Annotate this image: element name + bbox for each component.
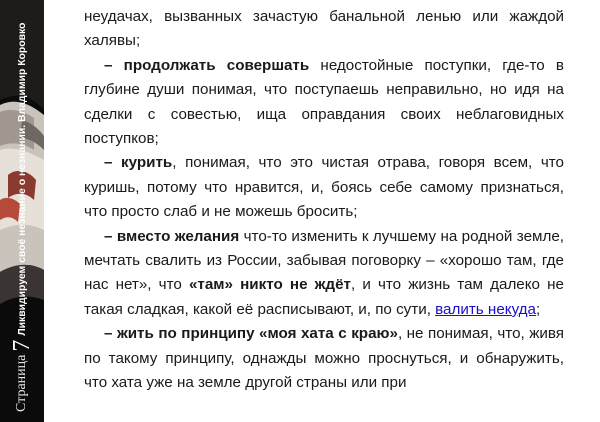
book-title: Ликвидируем своё незнание о незнании. Владимир Коровко <box>16 22 28 336</box>
item-emphasis: «там» никто не ждёт <box>188 276 351 294</box>
page-number: 7 <box>9 339 35 352</box>
page-label: Страница <box>14 354 29 412</box>
hyperlink-valit-nekuda[interactable]: валить некуда <box>435 300 536 318</box>
item-text: недостойные поступки, где-то в глубине души понимая, что поступаешь неправильно, но идя на сделки с совестью, ища оправдания своих неблаговидных поступков; <box>84 56 564 148</box>
item-heading: – продолжать совершать <box>104 56 310 74</box>
item-text: , не понимая, что, живя по такому принципу, однажды можно проснуться, и обнаружить, что хата уже на земле другой страны или при <box>84 325 565 392</box>
list-item-smoking <box>84 151 564 224</box>
list-item-continue-misdeeds <box>84 54 564 152</box>
paragraph-text: неудачах, вызванных зачастую банальной ленью или жаждой халявы; <box>84 8 564 50</box>
list-item-emigration <box>84 225 564 323</box>
item-heading: – жить по принципу «моя хата с краю» <box>104 325 398 343</box>
list-item-my-hut-on-edge <box>84 322 564 395</box>
item-heading: – курить <box>104 154 173 172</box>
item-text: что-то изменить к лучшему на родной земле, мечтать свалить из России, забывая поговорку – «хорошо там, где нас нет», что <box>84 227 564 294</box>
item-text: ; <box>535 300 541 318</box>
sidebar-caption <box>0 0 44 422</box>
page-sidebar <box>0 0 44 422</box>
item-text: , и что жизнь там далеко не такая сладкая, какой её расписывают, и, по сути, <box>84 276 564 318</box>
item-heading: – вместо желания <box>104 227 240 245</box>
paragraph-continuation <box>84 5 564 54</box>
document-body <box>84 5 564 396</box>
item-text: , понимая, что это чистая отрава, говоря всем, что куришь, потому что нравится, и, боясь себе самому признаться, что просто слаб и не можешь бросить; <box>84 154 564 221</box>
